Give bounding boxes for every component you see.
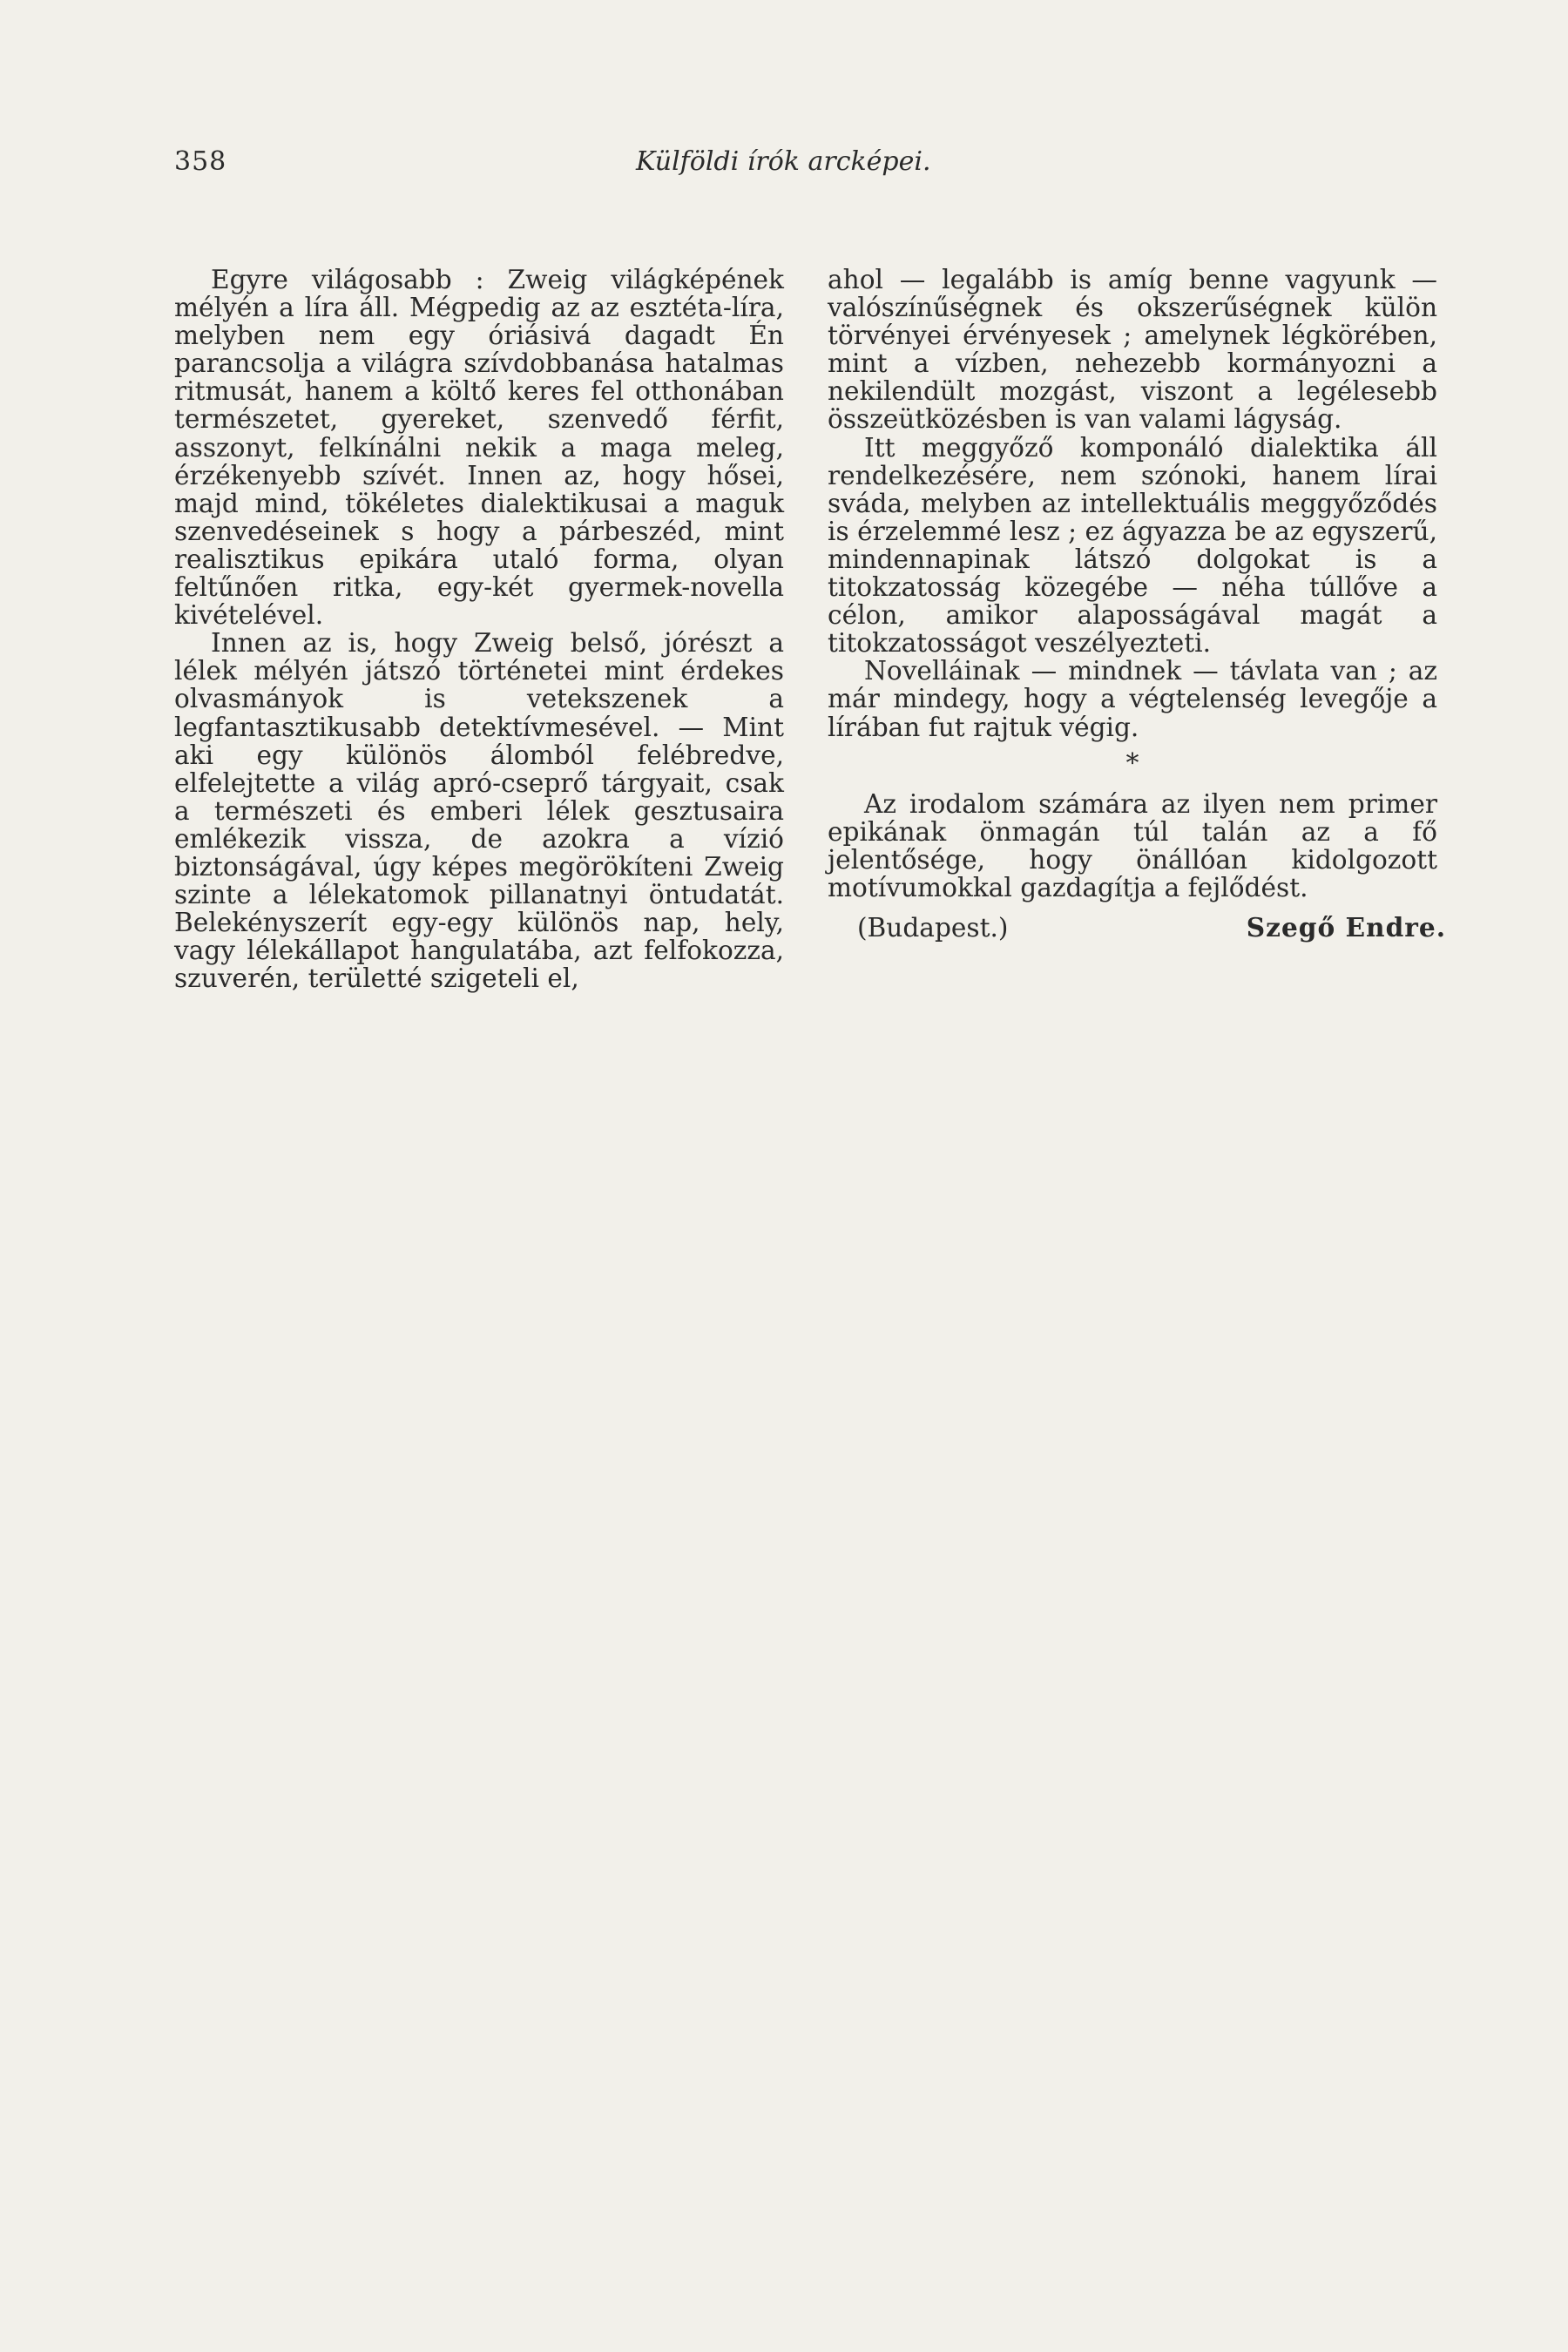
section-separator: * [1125,747,1139,779]
running-title: Külföldi írók arcképei. [636,146,931,177]
paragraph: Innen az is, hogy Zweig belső, jórészt a lélek mélyén játszó történetei mint érdekes olvasmányok is vetekszenek a legfantasztikusabb detektívmesével. — Mint aki egy különös álomból felébredve, elfelejtette a világ apró-cseprő tárgyait, csak a természeti és emberi lélek gesztusaira emlékezik vissza, de azokra a vízió biztonságával, úgy képes megörökíteni Zweig szinte a lélekatomok pillanatnyi öntudatát. Belekényszerít egy-egy különös nap, hely, vagy lélekállapot hangulatába, azt felfokozza, szuverén, területté szigeteli el, [174,628,784,994]
place-of-writing: (Budapest.) [857,912,1009,943]
left-column [174,266,784,992]
closing-paragraph: Az irodalom számára az ilyen nem primer epikának önmagán túl talán az a fő jelentősége, hogy önállóan kidolgozott motívumokkal gazdagítja a fejlődést. [828,788,1437,902]
right-column [828,265,1446,949]
paragraph: Novelláinak — mindnek — távlata van ; az már mindegy, hogy a végtelenség levegője a lírában fut rajtuk végig. [828,656,1437,742]
page-header [174,146,1420,190]
paragraph: Egyre világosabb : Zweig világképének mélyén a líra áll. Mégpedig az az esztéta-líra, melyben nem egy óriásivá dagadt Én parancsolja a világra szívdobbanása hatalmas ritmusát, hanem a költő keres fel otthonában természetet, gyereket, szenvedő férfit, asszonyt, felkínálni nekik a maga meleg, érzékenyebb szívét. Innen az, hogy hősei, majd mind, tökéletes dialektikusai a maguk szenvedéseinek s hogy a párbeszéd, mint realisztikus epikára utaló forma, olyan feltűnően ritka, egy-két gyermek-novella kivételével. [174,265,784,631]
signature-line [828,911,1446,949]
author-signature: Szegő Endre. [1246,911,1446,943]
paragraph: Itt meggyőző komponáló dialektika áll rendelkezésére, nem szónoki, hanem lírai sváda, melyben az intellektuális meggyőződés is érzelemmé lesz ; ez ágyazza be az egyszerű, mindennapinak látszó dolgokat is a titokzatosság közegébe — néha túllőve a célon, amikor alaposságával magát a titokzatosságot veszélyezteti. [828,432,1437,659]
page-number: 358 [174,146,227,177]
paragraph-continuation: ahol — legalább is amíg benne vagyunk — valószínűségnek és okszerűségnek külön törvényei érvényesek ; amelynek légkörében, mint a vízben, nehezebb kormányozni a nekilendült mozgást, viszont a legélesebb összeütközésben is van valami lágyság. [828,265,1437,435]
